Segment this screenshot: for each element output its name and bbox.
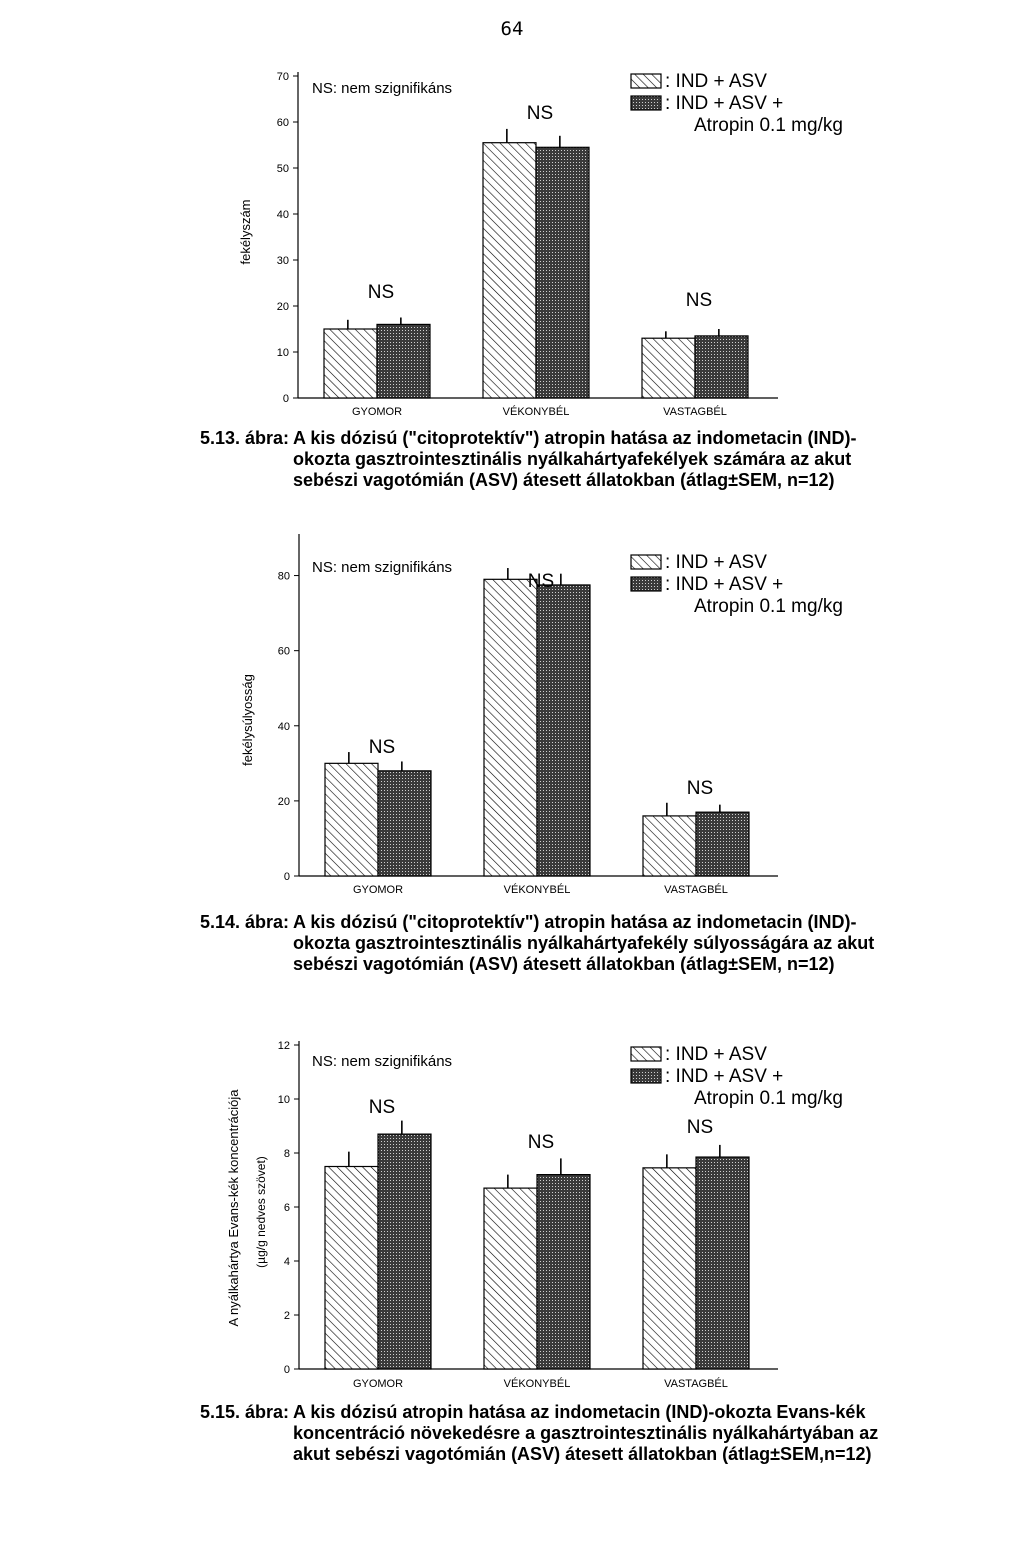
caption-evans-blue [200,1402,900,1465]
legend-label: : IND + ASV + [665,1066,784,1087]
category-label: VÉKONYBÉL [503,884,571,896]
legend-swatch-dots [631,577,661,591]
bar-dots [696,1157,749,1369]
significance-label: NS [527,571,555,592]
y-axis-label: fekélysúlyosság [240,674,255,766]
significance-label: NS [685,290,713,311]
significance-label: NS [526,103,554,124]
legend-label: : IND + ASV [665,71,767,92]
bar-hatch [643,816,696,876]
chart-ulcer-severity [0,520,1024,915]
legend-label: : IND + ASV + [665,574,784,595]
y-tick-label: 30 [276,255,289,267]
legend-label: : IND + ASV [665,552,767,573]
y-tick-label: 0 [283,1364,290,1376]
y-tick-label: 20 [277,795,290,808]
significance-note: NS: nem szignifikáns [312,559,453,576]
category-label: GYOMOR [352,1378,404,1390]
y-tick-label: 0 [283,871,290,883]
bar-dots [537,1175,590,1369]
y-tick-label: 10 [277,1094,290,1106]
y-tick-label: 20 [276,301,289,313]
caption-text: A kis dózisú atropin hatása az indometacin (IND)-okozta Evans-kék koncentráció növekedésre a gasztrointesztinális nyálkahártyában az akut sebészi vagotómián (ASV) átesett állatokban (átlag±SEM,n=12) [293,1402,879,1464]
y-tick-label: 40 [277,720,290,733]
y-tick-label: 10 [276,347,289,359]
y-tick-label: 60 [277,645,290,658]
legend-swatch-dots [631,96,661,110]
significance-label: NS [368,737,396,758]
bar-hatch [324,329,377,398]
bar-dots [537,585,590,876]
bar-dots [377,324,430,398]
caption-number: 5.15. ábra: [200,1402,290,1422]
bar-hatch [483,143,536,398]
y-tick-label: 40 [276,209,289,221]
y-tick-label: 12 [277,1040,290,1052]
legend-label: Atropin 0.1 mg/kg [694,115,843,136]
y-tick-label: 0 [282,393,289,405]
category-label: VASTAGBÉL [664,1378,728,1390]
significance-label: NS [368,1097,396,1118]
y-tick-label: 6 [283,1202,290,1214]
bar-dots [696,812,749,876]
legend-swatch-hatch [631,555,661,569]
y-tick-label: 2 [283,1310,290,1322]
caption-text: A kis dózisú ("citoprotektív") atropin hatása az indometacin (IND)-okozta gasztrointesztinális nyálkahártyafekélyek számára az akut sebészi vagotómián (ASV) átesett állatokban (átlag±SEM, n=12) [293,428,857,490]
legend-label: Atropin 0.1 mg/kg [694,1088,843,1109]
legend-swatch-hatch [631,1047,661,1061]
y-tick-label: 4 [283,1256,290,1268]
bar-dots [695,336,748,398]
caption-number: 5.14. ábra: [200,912,290,932]
bar-dots [536,147,589,398]
category-label: VÉKONYBÉL [502,406,570,418]
y-axis-unit-label: (µg/g nedves szövet) [254,1156,268,1268]
caption-ulcer-count [200,428,900,491]
significance-note: NS: nem szignifikáns [312,80,453,97]
category-label: VASTAGBÉL [664,884,728,896]
category-label: GYOMOR [352,884,404,896]
y-axis-label: A nyálkahártya Evans-kék koncentrációja [226,1089,241,1327]
bar-hatch [325,1167,378,1370]
significance-label: NS [686,1117,714,1138]
caption-text: A kis dózisú ("citoprotektív") atropin hatása az indometacin (IND)-okozta gasztrointesztinális nyálkahártyafekély súlyosságára az akut sebészi vagotómián (ASV) átesett állatokban (átlag±SEM, n=12) [293,912,875,974]
y-tick-label: 70 [276,71,289,83]
y-axis-label: fekélyszám [238,199,253,265]
page-number: 64 [500,18,524,40]
legend-label: : IND + ASV + [665,93,784,114]
y-tick-label: 50 [276,163,289,175]
legend-label: Atropin 0.1 mg/kg [694,596,843,617]
bar-dots [378,1134,431,1369]
caption-ulcer-severity [200,912,900,975]
significance-label: NS [527,1132,555,1153]
category-label: GYOMOR [351,406,403,418]
bar-hatch [643,1168,696,1369]
legend-swatch-dots [631,1069,661,1083]
bar-hatch [484,1188,537,1369]
chart-evans-blue [0,1000,1024,1400]
y-tick-label: 60 [276,117,289,129]
legend-swatch-hatch [631,74,661,88]
significance-label: NS [367,282,395,303]
legend-label: : IND + ASV [665,1044,767,1065]
caption-number: 5.13. ábra: [200,428,290,448]
significance-label: NS [686,778,714,799]
significance-note: NS: nem szignifikáns [312,1053,453,1070]
y-tick-label: 8 [283,1148,290,1160]
bar-hatch [642,338,695,398]
category-label: VASTAGBÉL [663,406,727,418]
bar-hatch [484,579,537,876]
bar-hatch [325,763,378,876]
bar-dots [378,771,431,876]
category-label: VÉKONYBÉL [503,1378,571,1390]
y-tick-label: 80 [277,570,290,583]
